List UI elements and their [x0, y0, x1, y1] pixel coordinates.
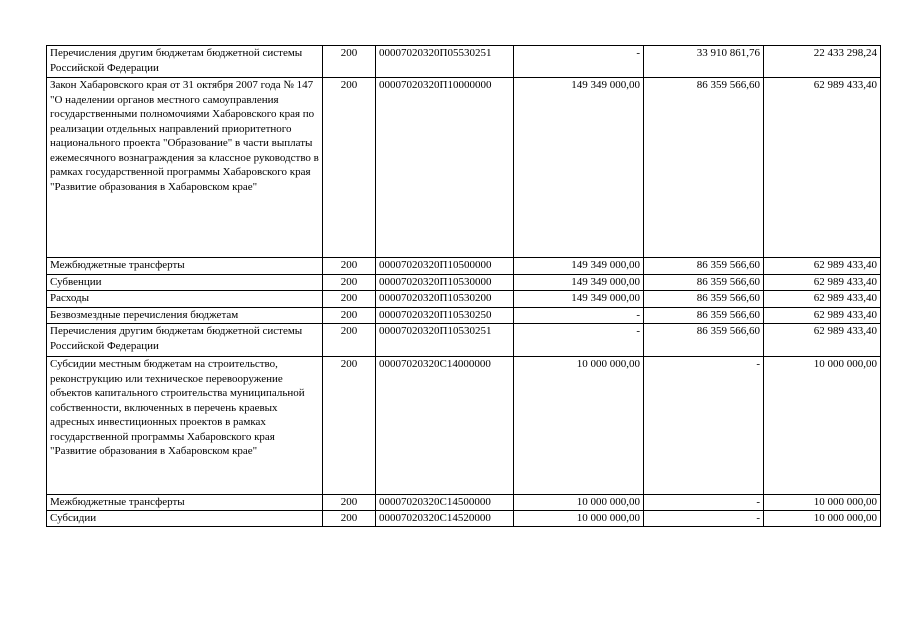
row-planned: 149 349 000,00: [514, 78, 644, 258]
row-unexecuted: 62 989 433,40: [764, 258, 881, 275]
row-code: 200: [323, 308, 376, 324]
row-unexecuted: 62 989 433,40: [764, 324, 881, 357]
row-code: 200: [323, 357, 376, 495]
row-planned: 149 349 000,00: [514, 258, 644, 275]
row-kbk: 00007020320С14000000: [376, 357, 514, 495]
row-kbk: 00007020320С14520000: [376, 511, 514, 527]
row-executed: 86 359 566,60: [644, 324, 764, 357]
row-unexecuted: 10 000 000,00: [764, 357, 881, 495]
row-unexecuted: 10 000 000,00: [764, 495, 881, 511]
row-planned: 149 349 000,00: [514, 275, 644, 291]
table-row: [47, 46, 881, 78]
row-code: 200: [323, 324, 376, 357]
table-row: [47, 291, 881, 308]
row-code: 200: [323, 495, 376, 511]
table-row: [47, 357, 881, 495]
row-code: 200: [323, 511, 376, 527]
row-code: 200: [323, 275, 376, 291]
table-row: [47, 258, 881, 275]
row-name: Межбюджетные трансферты: [47, 258, 323, 275]
table-row: [47, 275, 881, 291]
row-executed: 86 359 566,60: [644, 258, 764, 275]
row-executed: 86 359 566,60: [644, 275, 764, 291]
row-planned: -: [514, 308, 644, 324]
row-kbk: 00007020320П10500000: [376, 258, 514, 275]
table-row: [47, 308, 881, 324]
row-executed: -: [644, 511, 764, 527]
row-name: Перечисления другим бюджетам бюджетной системы Российской Федерации: [47, 46, 323, 78]
row-code: 200: [323, 258, 376, 275]
row-name: Межбюджетные трансферты: [47, 495, 323, 511]
row-executed: 86 359 566,60: [644, 78, 764, 258]
row-kbk: 00007020320П10530250: [376, 308, 514, 324]
row-name: Закон Хабаровского края от 31 октября 2007 года № 147 "О наделении органов местного самоуправления государственными полномочиями Хабаровского края по реализации отдельных направлений приоритетного национального проекта "Образование" в части выплаты ежемесячного вознаграждения за классное руководство в рамках государственной программы Хабаровского края "Развитие образования в Хабаровском крае": [47, 78, 323, 258]
row-kbk: 00007020320П10000000: [376, 78, 514, 258]
table-row: [47, 511, 881, 527]
row-name: Перечисления другим бюджетам бюджетной системы Российской Федерации: [47, 324, 323, 357]
row-code: 200: [323, 78, 376, 258]
row-name: Безвозмездные перечисления бюджетам: [47, 308, 323, 324]
row-planned: 10 000 000,00: [514, 511, 644, 527]
table-row: [47, 78, 881, 258]
row-planned: -: [514, 324, 644, 357]
row-executed: 33 910 861,76: [644, 46, 764, 78]
table-row: [47, 495, 881, 511]
table-row: [47, 324, 881, 357]
row-unexecuted: 62 989 433,40: [764, 308, 881, 324]
row-unexecuted: 22 433 298,24: [764, 46, 881, 78]
row-name: Субсидии: [47, 511, 323, 527]
row-executed: -: [644, 495, 764, 511]
row-executed: 86 359 566,60: [644, 291, 764, 308]
row-kbk: 00007020320П05530251: [376, 46, 514, 78]
row-kbk: 00007020320С14500000: [376, 495, 514, 511]
row-kbk: 00007020320П10530200: [376, 291, 514, 308]
row-name: Субвенции: [47, 275, 323, 291]
row-planned: 10 000 000,00: [514, 495, 644, 511]
row-unexecuted: 62 989 433,40: [764, 275, 881, 291]
row-kbk: 00007020320П10530251: [376, 324, 514, 357]
row-executed: 86 359 566,60: [644, 308, 764, 324]
row-name: Субсидии местным бюджетам на строительство, реконструкцию или техническое перевооружение объектов капитального строительства муниципальной собственности, включенных в перечень краевых адресных инвестиционных проектов в рамках государственной программы Хабаровского края "Развитие образования в Хабаровском крае": [47, 357, 323, 495]
row-planned: -: [514, 46, 644, 78]
row-planned: 10 000 000,00: [514, 357, 644, 495]
row-executed: -: [644, 357, 764, 495]
row-code: 200: [323, 46, 376, 78]
row-unexecuted: 62 989 433,40: [764, 78, 881, 258]
row-code: 200: [323, 291, 376, 308]
row-unexecuted: 62 989 433,40: [764, 291, 881, 308]
budget-table: [46, 45, 881, 527]
row-unexecuted: 10 000 000,00: [764, 511, 881, 527]
row-name: Расходы: [47, 291, 323, 308]
row-kbk: 00007020320П10530000: [376, 275, 514, 291]
row-planned: 149 349 000,00: [514, 291, 644, 308]
